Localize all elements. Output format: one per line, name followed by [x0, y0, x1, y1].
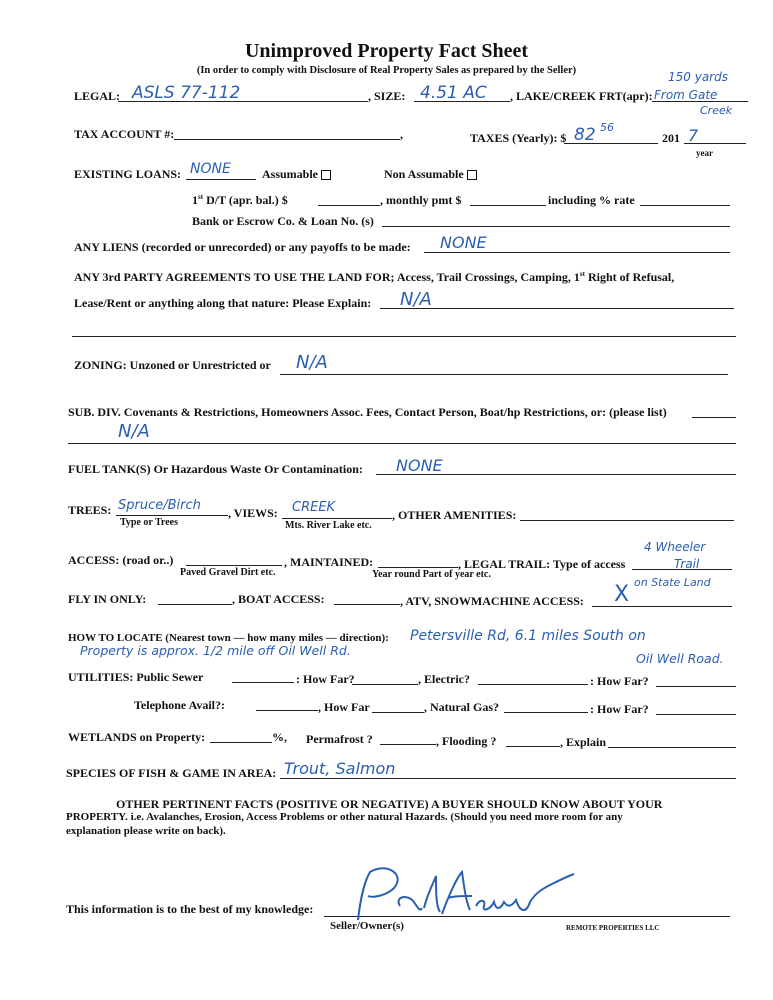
tax-account-line[interactable]: [174, 139, 400, 140]
zoning-value[interactable]: N/A: [296, 352, 328, 373]
access-line[interactable]: [186, 565, 282, 566]
maintained-label: , MAINTAINED:: [284, 555, 374, 569]
locate-label: HOW TO LOCATE (Nearest town — how many miles — direction):: [68, 632, 389, 644]
third-party-value[interactable]: N/A: [400, 289, 432, 310]
third-party-extra-line[interactable]: [72, 336, 736, 337]
fly-in-line[interactable]: [158, 604, 232, 605]
fuel-value[interactable]: NONE: [396, 456, 443, 475]
natural-gas-label: , Natural Gas?: [424, 700, 499, 714]
subdiv-line-2: [68, 443, 736, 444]
other-facts-line-3: explanation please write on back).: [66, 825, 226, 837]
rate-line[interactable]: [640, 205, 730, 206]
views-label: , VIEWS:: [228, 506, 278, 520]
boat-access-label: , BOAT ACCESS:: [232, 592, 325, 606]
bank-line[interactable]: [382, 226, 730, 227]
year-label: 201: [662, 131, 680, 145]
existing-loans-value[interactable]: NONE: [190, 161, 231, 177]
size-label: , SIZE:: [368, 89, 406, 103]
utilities-label: UTILITIES: Public Sewer: [68, 670, 204, 684]
monthly-line[interactable]: [470, 205, 546, 206]
electric-label: , Electric?: [418, 672, 470, 686]
maintained-caption: Year round Part of year etc.: [372, 569, 491, 580]
taxes-label: TAXES (Yearly): $: [470, 131, 567, 145]
page-subtitle: (In order to comply with Disclosure of Real Property Sales as prepared by the Seller): [196, 65, 577, 76]
sewer-how-far-line[interactable]: [352, 684, 418, 685]
electric-how-far-label: : How Far?: [590, 674, 649, 688]
permafrost-line[interactable]: [380, 744, 436, 745]
flooding-label: , Flooding ?: [436, 734, 497, 748]
existing-loans-line: [186, 179, 256, 180]
locate-value-1[interactable]: Petersville Rd, 6.1 miles South on: [410, 628, 646, 644]
explain-line[interactable]: [608, 747, 736, 748]
third-party-line-2: Lease/Rent or anything along that nature: Please Explain:: [74, 296, 372, 310]
access-caption: Paved Gravel Dirt etc.: [180, 567, 276, 578]
assumable-checkbox[interactable]: [321, 170, 331, 180]
telephone-label: Telephone Avail?:: [134, 698, 226, 712]
assumable-option[interactable]: [262, 167, 331, 182]
species-value[interactable]: Trout, Salmon: [284, 759, 396, 778]
wetlands-line[interactable]: [210, 742, 272, 743]
locate-value-2[interactable]: Property is approx. 1/2 mile off Oil Well Rd.: [80, 643, 351, 658]
access-label: ACCESS: (road or..): [68, 553, 174, 567]
electric-line[interactable]: [478, 684, 588, 685]
lake-creek-value-2[interactable]: From Gate: [654, 88, 718, 102]
including-label: including % rate: [548, 193, 635, 207]
species-label: SPECIES OF FISH & GAME IN AREA:: [66, 766, 277, 780]
telephone-how-far-line[interactable]: [372, 712, 424, 713]
legal-trail-value-1[interactable]: 4 Wheeler: [644, 540, 706, 554]
third-party-line-1: ANY 3rd PARTY AGREEMENTS TO USE THE LAND FOR; Access, Trail Crossings, Camping, 1st Right of Refusal,: [74, 270, 675, 284]
zoning-label: ZONING: Unzoned or Unrestricted or: [74, 358, 271, 372]
non-assumable-label: Non Assumable: [384, 167, 464, 181]
permafrost-label: Permafrost ?: [306, 732, 373, 746]
atv-line: [592, 606, 732, 607]
trees-caption: Type or Trees: [120, 517, 178, 528]
views-value[interactable]: CREEK: [292, 500, 336, 515]
legal-trail-value-3[interactable]: on State Land: [634, 576, 711, 589]
signature-label: This information is to the best of my knowledge:: [66, 902, 314, 916]
species-line: [280, 778, 736, 779]
subdiv-value[interactable]: N/A: [118, 421, 150, 442]
telephone-line[interactable]: [256, 710, 318, 711]
other-facts-line-2: PROPERTY. i.e. Avalanches, Erosion, Access Problems or other natural Hazards. (Should you need more room for any: [66, 811, 623, 823]
trees-label: TREES:: [68, 503, 112, 517]
other-amenities-line[interactable]: [520, 520, 734, 521]
trees-value[interactable]: Spruce/Birch: [118, 498, 201, 513]
monthly-label: , monthly pmt $: [380, 193, 462, 207]
other-amenities-label: , OTHER AMENITIES:: [392, 508, 517, 522]
legal-trail-label: , LEGAL TRAIL: Type of access: [458, 557, 626, 571]
legal-trail-value-2[interactable]: Trail: [674, 557, 700, 571]
legal-label: LEGAL:: [74, 89, 121, 103]
telephone-how-far-label: , How Far: [318, 700, 370, 714]
maintained-line[interactable]: [378, 567, 458, 568]
fly-in-label: FLY IN ONLY:: [68, 592, 147, 606]
views-line: [282, 518, 392, 519]
non-assumable-option[interactable]: [384, 167, 477, 182]
wetlands-label: WETLANDS on Property:: [68, 730, 206, 744]
assumable-label: Assumable: [262, 167, 319, 181]
gas-how-far-line[interactable]: [656, 714, 736, 715]
taxes-cents[interactable]: 56: [600, 121, 614, 134]
dt-label: 1st D/T (apr. bal.) $: [192, 193, 288, 207]
liens-value[interactable]: NONE: [440, 233, 487, 252]
boat-access-line[interactable]: [334, 604, 400, 605]
bank-label: Bank or Escrow Co. & Loan No. (s): [192, 214, 374, 228]
subdiv-line-1: [692, 417, 736, 418]
sewer-how-far-label: : How Far?: [296, 672, 355, 686]
atv-value[interactable]: X: [614, 582, 630, 607]
liens-line: [424, 252, 730, 253]
locate-value-3[interactable]: Oil Well Road.: [636, 651, 724, 666]
views-caption: Mts. River Lake etc.: [285, 520, 372, 531]
signature-caption: Seller/Owner(s): [330, 920, 404, 932]
subdiv-label: SUB. DIV. Covenants & Restrictions, Homeowners Assoc. Fees, Contact Person, Boat/hp Restrictions, or: (please list): [68, 405, 667, 419]
year-caption: year: [696, 148, 713, 158]
company-name: REMOTE PROPERTIES LLC: [566, 924, 660, 932]
trees-line: [116, 515, 228, 516]
explain-label: , Explain: [560, 735, 607, 749]
fuel-label: FUEL TANK(S) Or Hazardous Waste Or Contamination:: [68, 462, 363, 476]
gas-how-far-label: : How Far?: [590, 702, 649, 716]
flooding-line[interactable]: [506, 746, 560, 747]
electric-how-far-line[interactable]: [656, 686, 736, 687]
existing-loans-label: EXISTING LOANS:: [74, 167, 182, 181]
sewer-line[interactable]: [232, 682, 294, 683]
lake-creek-value-1[interactable]: 150 yards: [668, 70, 728, 84]
third-party-line: [380, 308, 734, 309]
taxes-value[interactable]: 82: [574, 125, 596, 145]
atv-label: , ATV, SNOWMACHINE ACCESS:: [400, 594, 584, 608]
wetlands-pct: %,: [272, 730, 287, 744]
natural-gas-line[interactable]: [504, 712, 588, 713]
other-facts-line-1: OTHER PERTINENT FACTS (POSITIVE OR NEGATIVE) A BUYER SHOULD KNOW ABOUT YOUR: [116, 797, 663, 811]
lake-creek-value-3[interactable]: Creek: [700, 104, 733, 117]
legal-value[interactable]: ASLS 77-112: [132, 83, 241, 103]
zoning-line: [280, 374, 728, 375]
liens-label: ANY LIENS (recorded or unrecorded) or any payoffs to be made:: [74, 240, 411, 254]
page-title: Unimproved Property Fact Sheet: [244, 40, 529, 62]
size-value[interactable]: 4.51 AC: [420, 83, 487, 103]
tax-account-label: TAX ACCOUNT #:: [74, 127, 175, 141]
non-assumable-checkbox[interactable]: [467, 170, 477, 180]
year-value[interactable]: 7: [688, 126, 699, 145]
lake-creek-label: , LAKE/CREEK FRT(apr):: [510, 89, 653, 103]
dt-balance-line[interactable]: [318, 205, 380, 206]
